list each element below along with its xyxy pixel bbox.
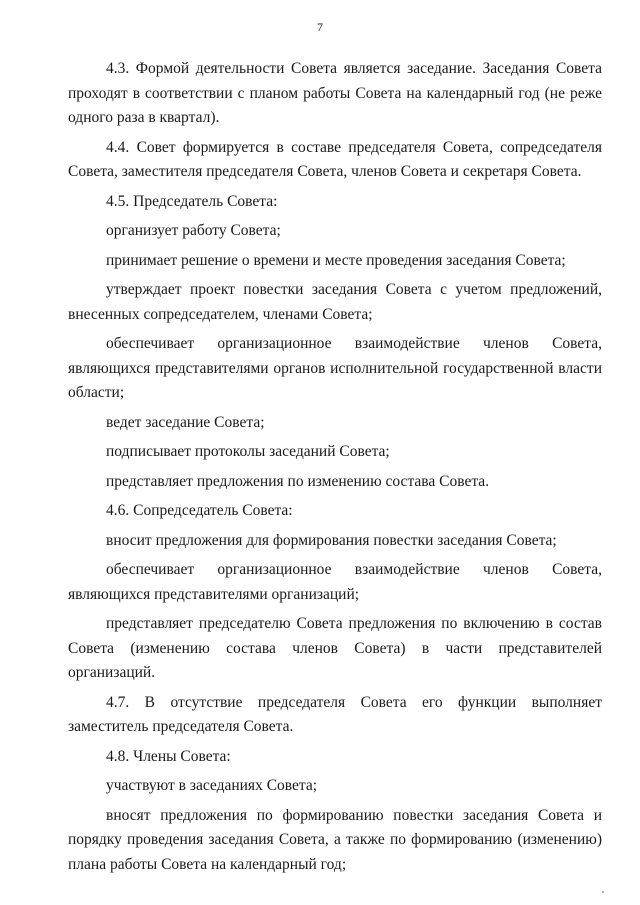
- document-body: [68, 57, 602, 882]
- paragraph-4-4: 4.4. Совет формируется в составе председателя Совета, сопредседателя Совета, заместителя председателя Совета, членов Совета и секретаря Совета.: [68, 138, 602, 180]
- cochair-duty-composition-proposals: представляет председателю Совета предложения по включению в состав Совета (изменению состава членов Совета) в части представителей организаций.: [68, 615, 602, 681]
- page-number: 7: [317, 20, 323, 34]
- chair-duty-propose-changes: представляет предложения по изменению состава Совета.: [106, 472, 490, 490]
- cochair-duty-agenda-proposals: вносит предложения для формирования повестки заседания Совета;: [106, 531, 557, 549]
- chair-duty-organize: организует работу Совета;: [106, 222, 281, 239]
- scan-speck: [602, 891, 604, 893]
- paragraph-4-6-heading: 4.6. Сопредседатель Совета:: [106, 502, 293, 519]
- chair-duty-approve-agenda: утверждает проект повестки заседания Совета с учетом предложений, внесенных сопредседателем, членами Совета;: [68, 281, 602, 323]
- paragraph-4-7: 4.7. В отсутствие председателя Совета его функции выполняет заместитель председателя Совета.: [68, 693, 602, 735]
- chair-duty-sign-minutes: подписывает протоколы заседаний Совета;: [106, 443, 390, 460]
- cochair-duty-coordinate-members: обеспечивает организационное взаимодействие членов Совета, являющихся представителями организаций;: [68, 561, 602, 603]
- paragraph-4-5-heading: 4.5. Председатель Совета:: [106, 192, 278, 210]
- chair-duty-decide-meeting: принимает решение о времени и месте проведения заседания Совета;: [106, 251, 566, 269]
- chair-duty-coordinate-members: обеспечивает организационное взаимодействие членов Совета, являющихся представителями органов исполнительной государственной власти области;: [68, 335, 602, 401]
- paragraph-4-8-heading: 4.8. Члены Совета:: [106, 747, 231, 765]
- member-duty-proposals: вносят предложения по формированию повестки заседания Совета и порядку проведения заседания Совета, а также по формированию (изменению) плана работы Совета на календарный год;: [68, 806, 602, 873]
- member-duty-participate: участвуют в заседаниях Совета;: [106, 777, 318, 794]
- paragraph-4-3: 4.3. Формой деятельности Совета является заседание. Заседания Совета проходят в соответствии с планом работы Совета на календарный год (не реже одного раза в квартал).: [68, 60, 602, 126]
- chair-duty-lead-meeting: ведет заседание Совета;: [106, 413, 265, 431]
